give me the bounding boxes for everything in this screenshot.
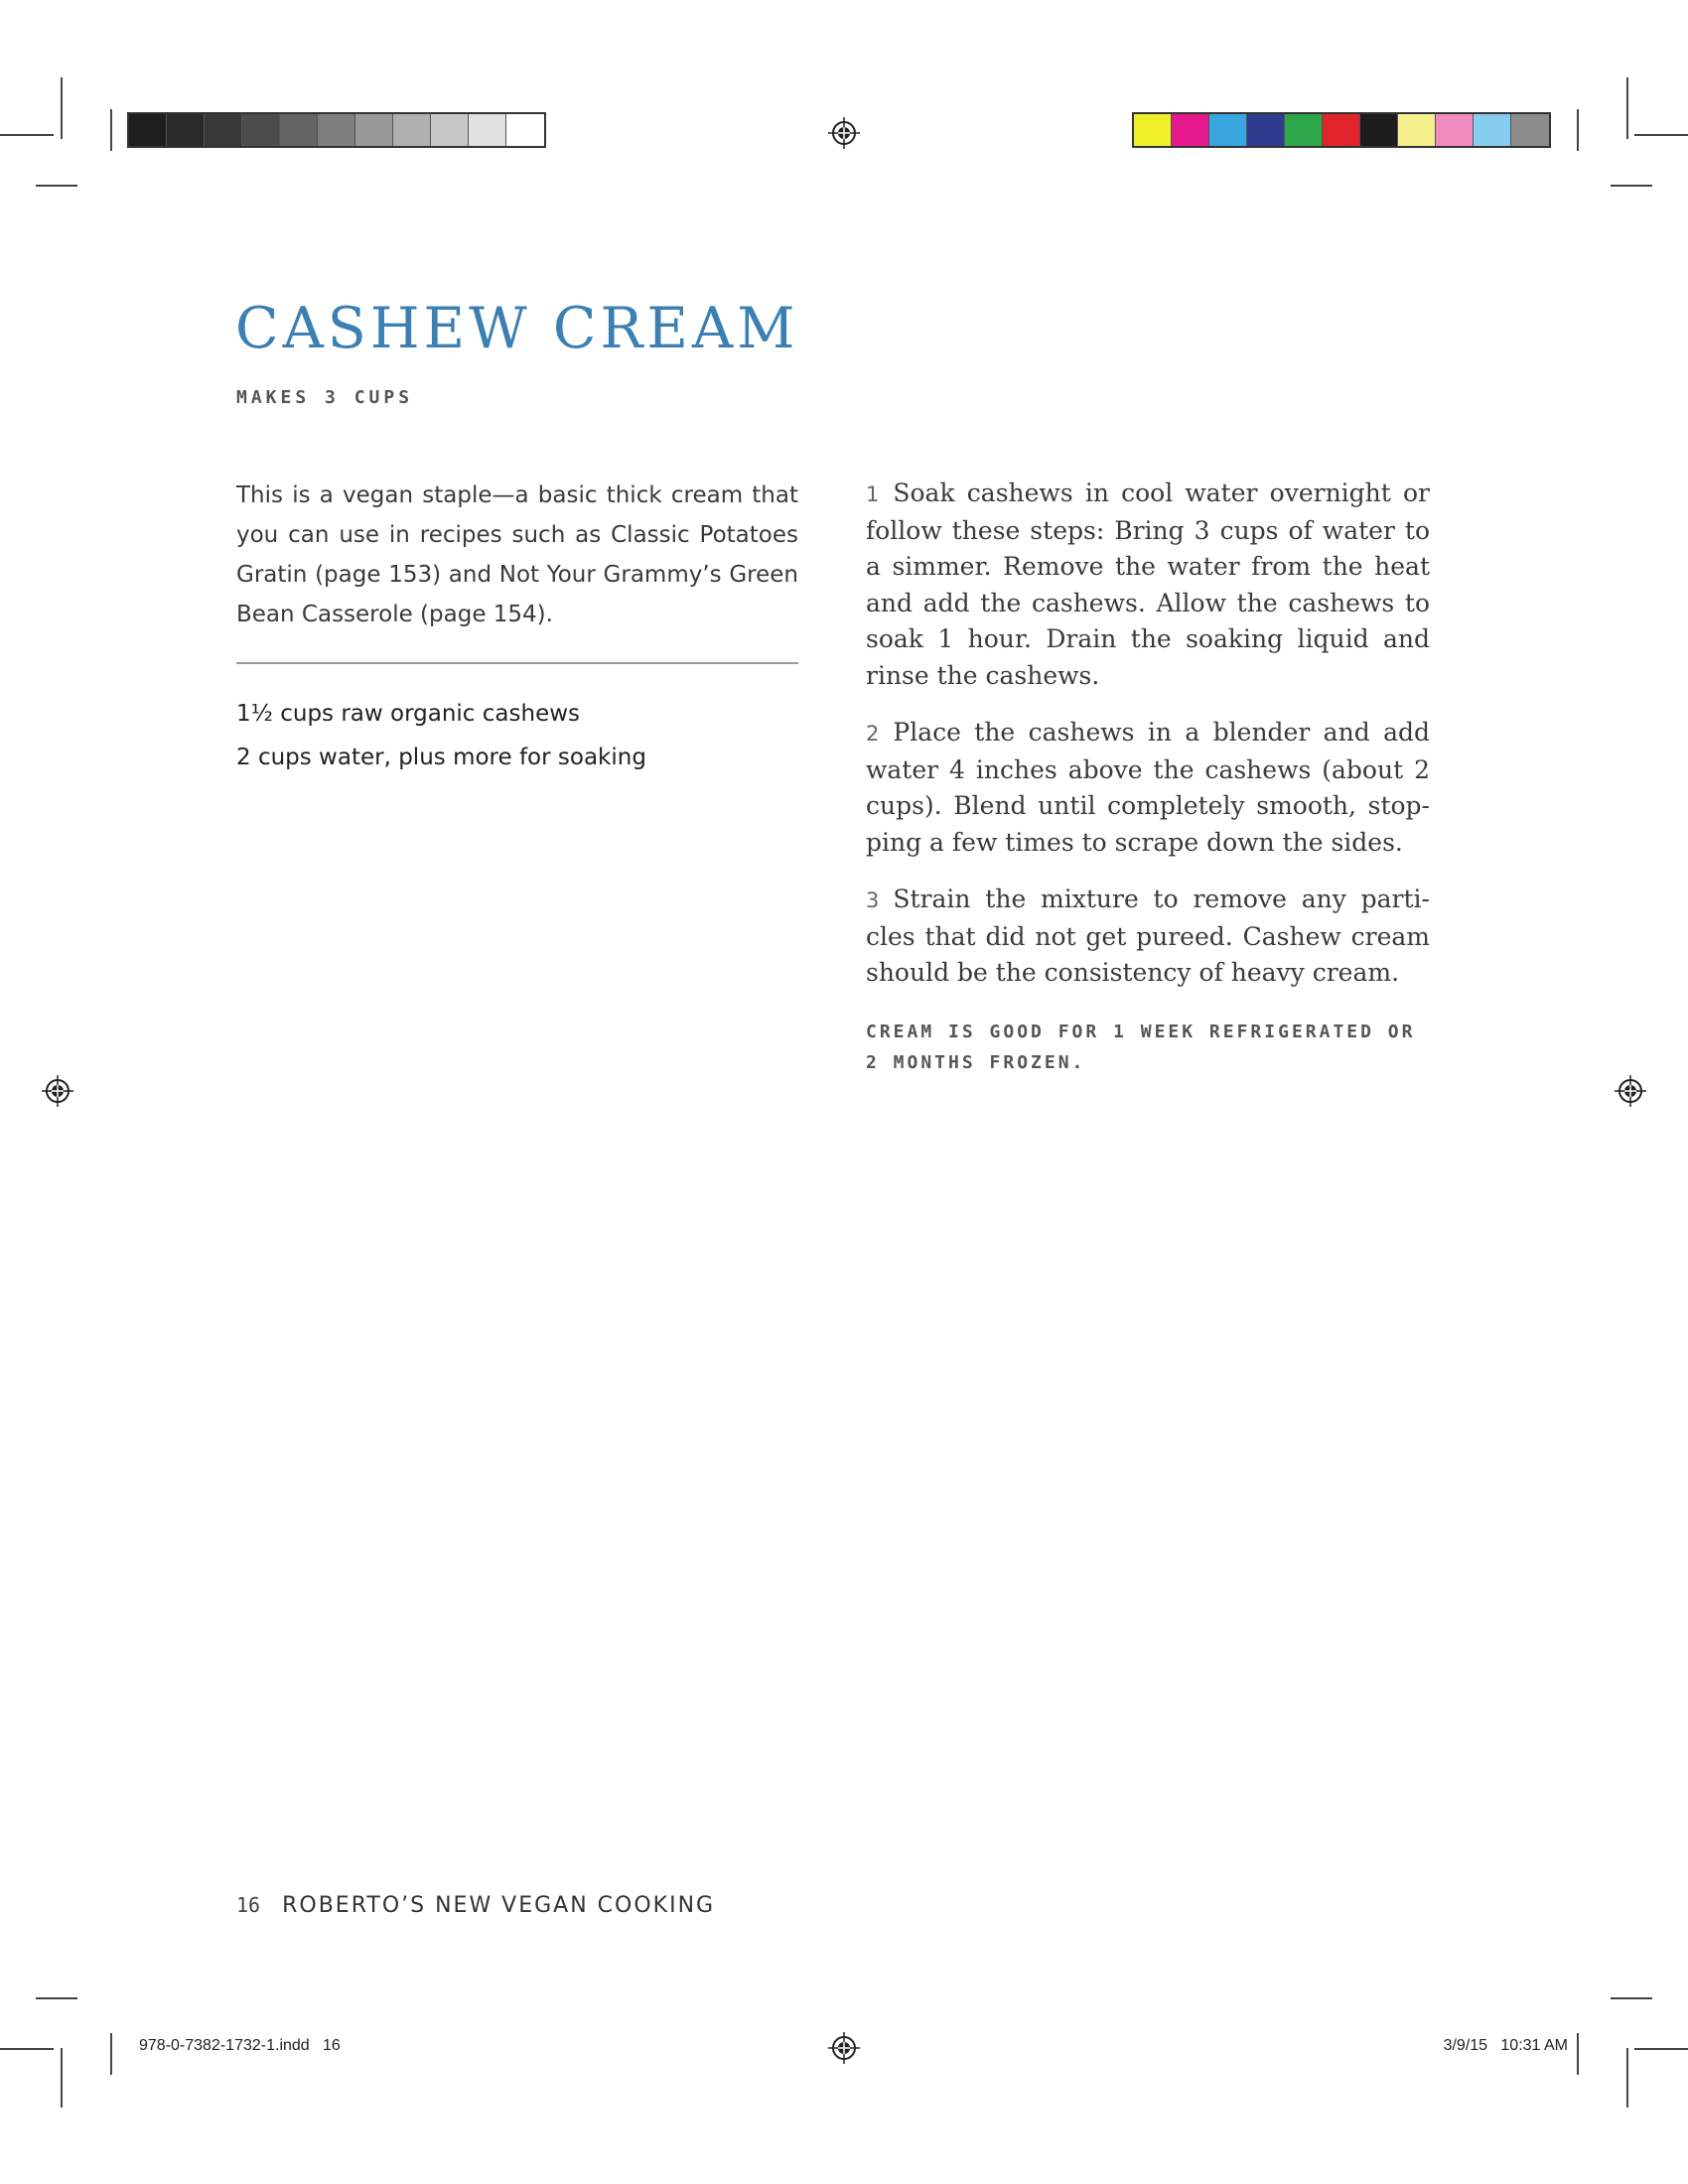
crop-mark: [1626, 2048, 1628, 2108]
divider: [236, 662, 798, 664]
grayscale-swatch-bar: [127, 112, 546, 148]
recipe-yield: MAKES 3 CUPS: [236, 387, 414, 408]
step-number: 1: [866, 482, 880, 506]
crop-mark: [61, 77, 63, 139]
step-number: 3: [866, 888, 880, 912]
color-swatch: [280, 114, 318, 146]
recipe-intro: This is a vegan staple—a basic thick cream that you can use in recipes such as Classic Potatoes Gratin (page 153) and Not Your Grammy’s Green Bean Casserole (page 154).: [236, 482, 798, 627]
ingredient-item: 1½ cups raw organic cashews: [236, 701, 581, 727]
color-swatch: [205, 114, 242, 146]
color-swatch: [1323, 114, 1360, 146]
recipe-steps: [866, 476, 1430, 1013]
step-text: Strain the mixture to remove any parti-cles that did not get pureed. Cashew cream should be the consistency of heavy cream.: [866, 885, 1430, 987]
recipe-step: [866, 476, 1430, 694]
recipe-title: CASHEW CREAM: [235, 296, 799, 361]
crop-mark: [1626, 77, 1628, 139]
page-number: 16: [236, 1893, 261, 1917]
slug-date-info: 3/9/15 10:31 AM: [1443, 2037, 1568, 2054]
registration-mark-icon: [1614, 1074, 1647, 1108]
recipe-step: [866, 715, 1430, 861]
crop-mark: [110, 2033, 112, 2075]
registration-mark-icon: [41, 1074, 74, 1108]
color-swatch: [1247, 114, 1285, 146]
crop-mark: [1577, 2033, 1579, 2075]
color-swatch: [393, 114, 431, 146]
crop-mark: [1634, 2048, 1688, 2050]
color-swatch: [242, 114, 280, 146]
ingredient-list: [236, 692, 798, 779]
color-swatch: [1474, 114, 1511, 146]
color-swatch: [1285, 114, 1323, 146]
color-swatch: [1172, 114, 1209, 146]
crop-mark: [1611, 185, 1652, 187]
color-swatch: [355, 114, 393, 146]
crop-mark: [1611, 1997, 1652, 1999]
color-swatch: [318, 114, 355, 146]
storage-note: [866, 1017, 1430, 1078]
crop-mark: [36, 185, 77, 187]
color-swatch: [1134, 114, 1172, 146]
color-swatch: [129, 114, 167, 146]
color-swatch: [167, 114, 205, 146]
page-footer: [236, 1893, 715, 1918]
ingredient-item: 2 cups water, plus more for soaking: [236, 745, 646, 770]
crop-mark: [0, 2048, 54, 2050]
storage-note-line: CREAM IS GOOD FOR 1 WEEK REFRIGERATED OR: [866, 1022, 1416, 1042]
color-swatch: [506, 114, 544, 146]
book-title: ROBERTO’S NEW VEGAN COOKING: [282, 1893, 716, 1918]
color-swatch: [1398, 114, 1436, 146]
registration-mark-icon: [827, 2031, 861, 2065]
step-text: Soak cashews in cool water overnight or follow these steps: Bring 3 cups of water to a simmer. Remove the water from the heat and add the cashews. Allow the cashews to soak 1 hour. Drain the soaking liquid and rinse the cashews.: [866, 478, 1430, 690]
color-swatch: [1511, 114, 1549, 146]
color-swatch: [431, 114, 469, 146]
crop-mark: [110, 109, 112, 151]
color-swatch: [1209, 114, 1247, 146]
color-swatch-bar: [1132, 112, 1551, 148]
crop-mark: [0, 134, 54, 136]
color-swatch: [1436, 114, 1474, 146]
crop-mark: [61, 2048, 63, 2108]
color-swatch: [1360, 114, 1398, 146]
crop-mark: [1634, 134, 1688, 136]
step-text: Place the cashews in a blender and add water 4 inches above the cashews (about 2 cups). Blend until completely smooth, stop-ping a few times to scrape down the sides.: [866, 718, 1430, 857]
registration-mark-icon: [827, 116, 861, 150]
recipe-step: [866, 882, 1430, 992]
crop-mark: [36, 1997, 77, 1999]
slug-file-info: 978-0-7382-1732-1.indd 16: [139, 2037, 341, 2054]
color-swatch: [469, 114, 506, 146]
storage-note-line: 2 MONTHS FROZEN.: [866, 1052, 1086, 1073]
crop-mark: [1577, 109, 1579, 151]
step-number: 2: [866, 722, 880, 746]
